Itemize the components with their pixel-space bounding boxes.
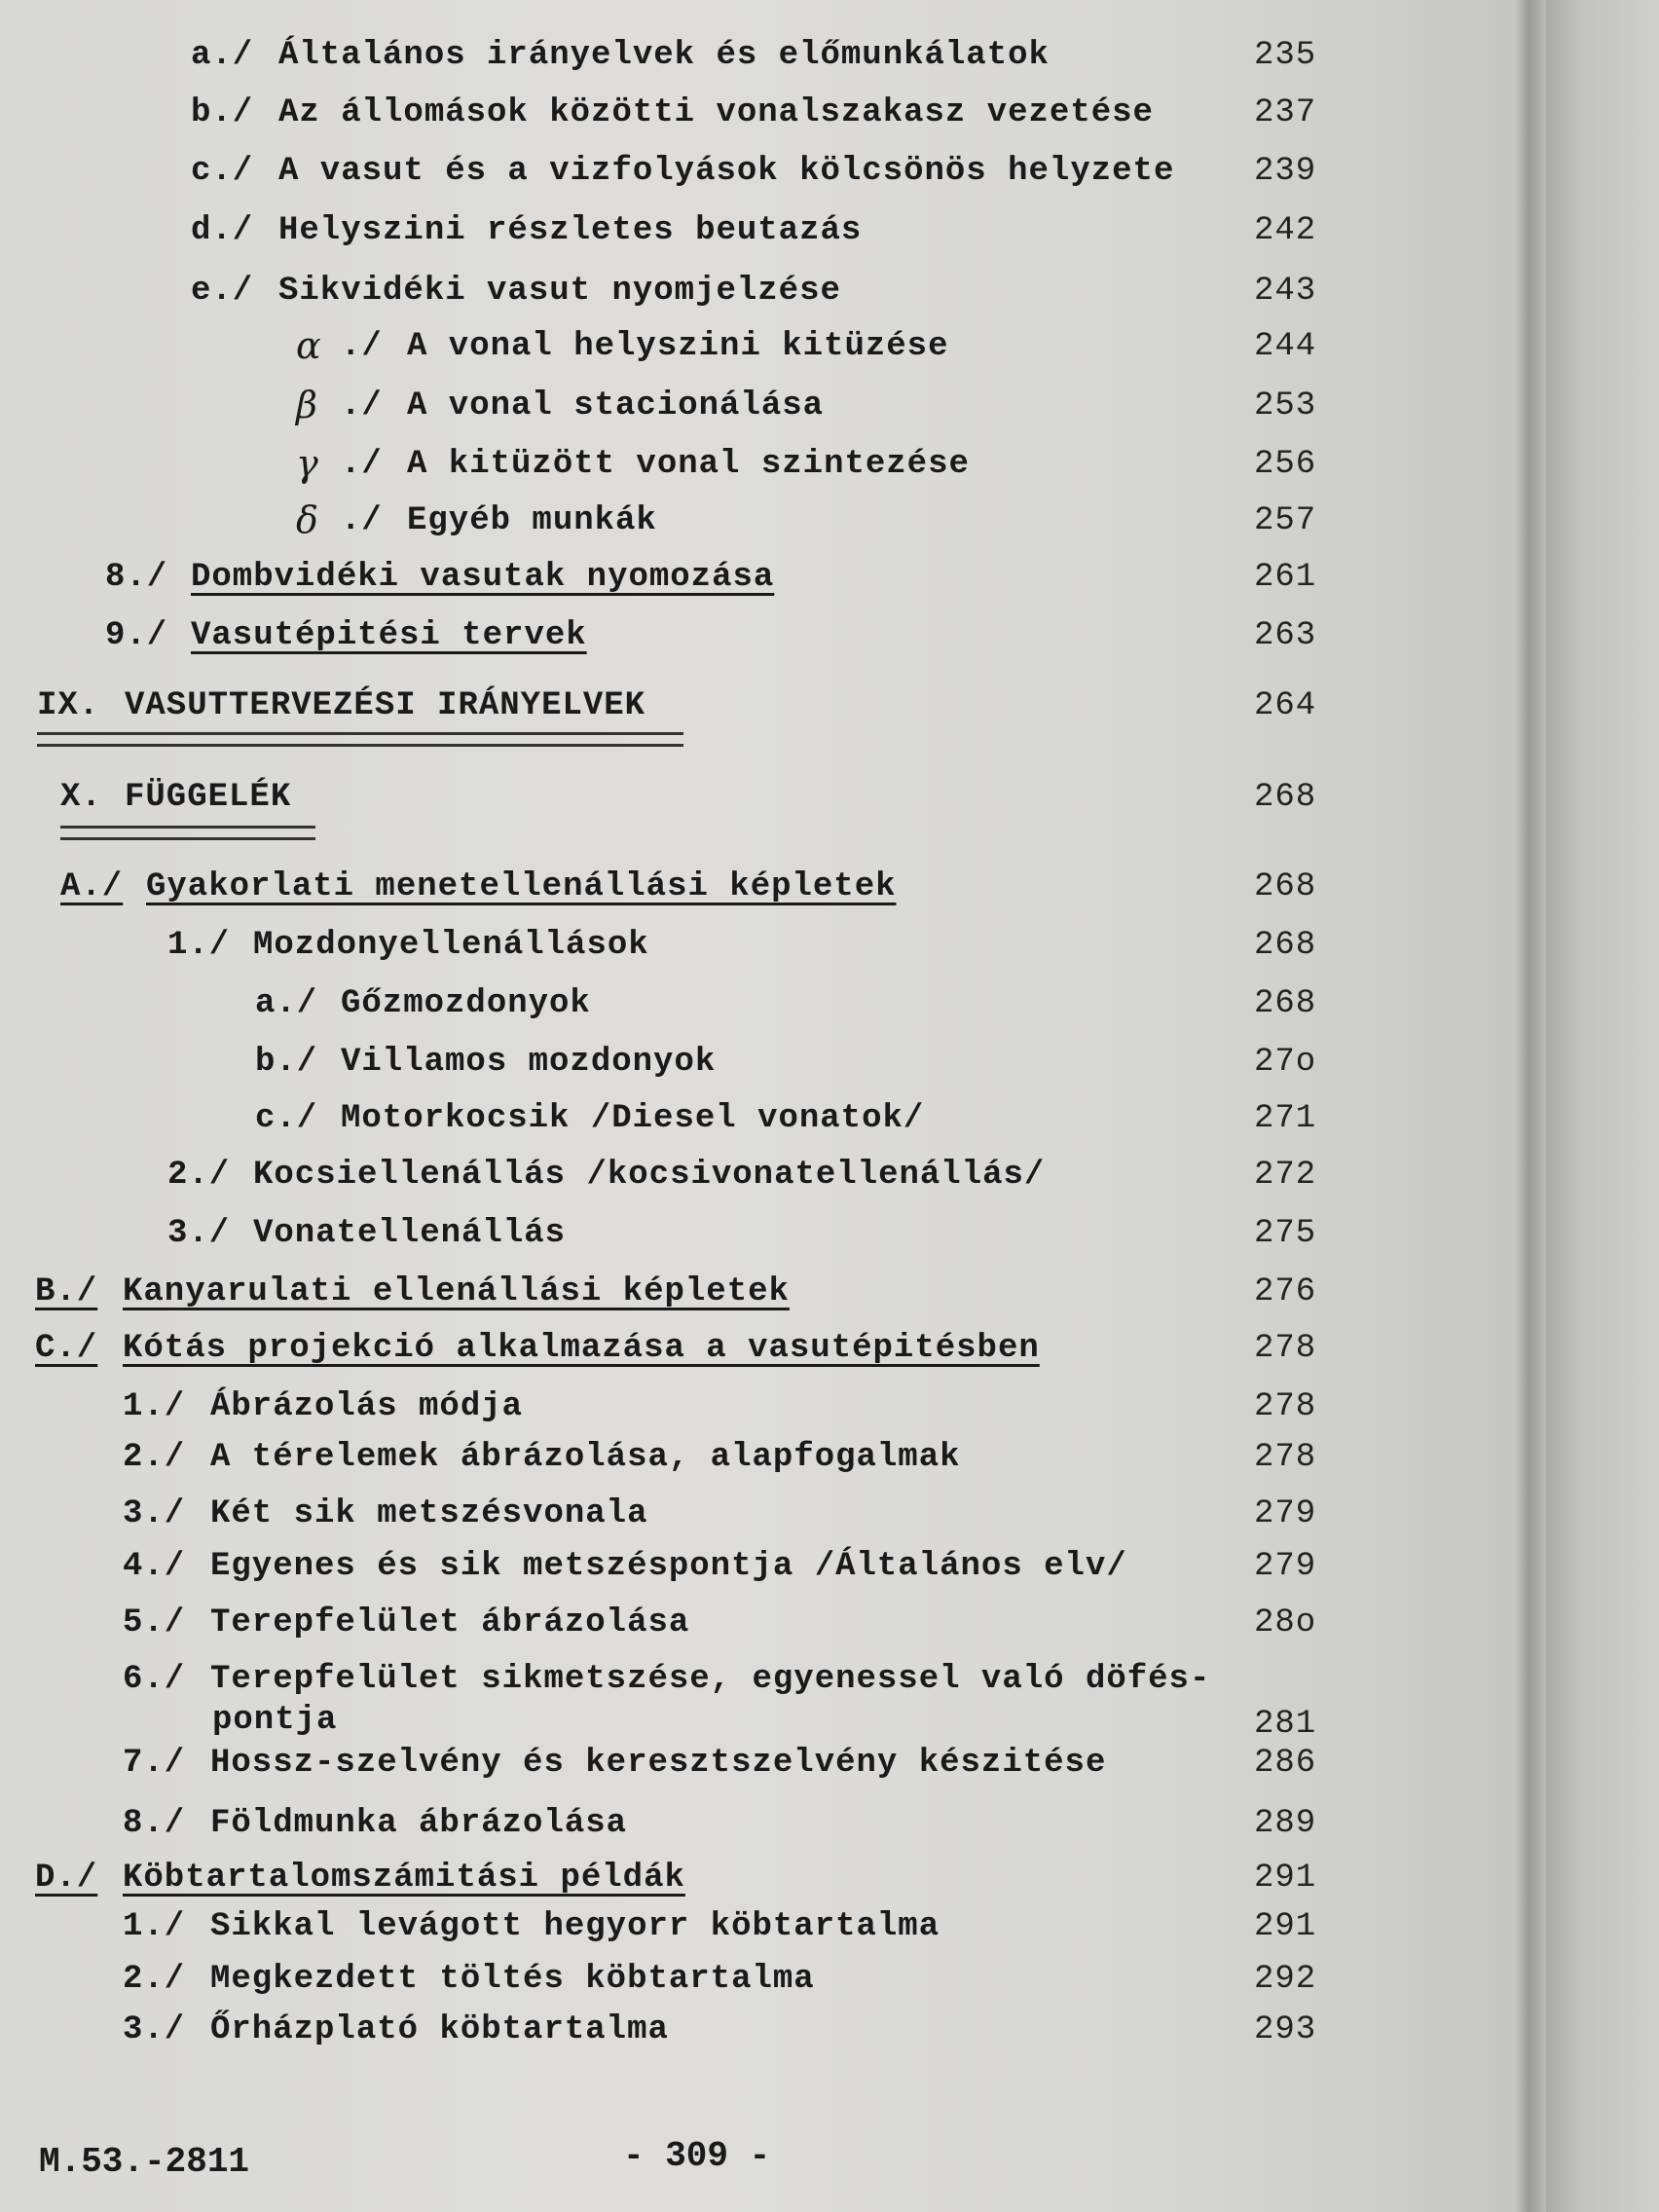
entry-number: A./ <box>60 868 124 905</box>
toc-entry <box>0 1745 1460 1791</box>
entry-number: e./ <box>191 273 254 310</box>
entry-number: C./ <box>35 1330 98 1367</box>
chapter-number: IX. <box>37 687 100 724</box>
entry-title: Megkezdett töltés köbtartalma <box>210 1961 815 1998</box>
entry-number: 9./ <box>105 617 168 654</box>
entry-page: 237 <box>1254 94 1317 131</box>
entry-page: 256 <box>1254 446 1317 483</box>
entry-number: 4./ <box>123 1548 186 1585</box>
entry-page: 293 <box>1254 2011 1317 2048</box>
entry-title: Kanyarulati ellenállási képletek <box>123 1273 790 1310</box>
toc-entry <box>0 1439 1460 1486</box>
entry-title: Általános irányelvek és előmunkálatok <box>278 37 1050 74</box>
entry-title: Terepfelület sikmetszése, egyenessel való döfés- <box>210 1661 1211 1698</box>
toc-entry <box>0 1388 1460 1435</box>
entry-title: Hossz-szelvény és keresztszelvény készitése <box>210 1745 1107 1782</box>
entry-number: 6./ <box>123 1661 186 1698</box>
entry-number-suffix: ./ <box>341 502 383 539</box>
entry-number: 2./ <box>167 1157 231 1194</box>
toc-entry <box>0 442 1460 493</box>
entry-page: 291 <box>1254 1908 1317 1945</box>
entry-page: 263 <box>1254 617 1317 654</box>
toc-entry <box>0 1157 1460 1203</box>
entry-page: 279 <box>1254 1548 1317 1585</box>
entry-number: D./ <box>35 1860 98 1897</box>
entry-page: 268 <box>1254 927 1317 964</box>
entry-page: 281 <box>1254 1706 1317 1743</box>
page-edge-shadow <box>1515 0 1546 2212</box>
entry-page: 289 <box>1254 1805 1317 1842</box>
toc-chapter <box>0 779 1460 826</box>
entry-number-suffix: ./ <box>341 328 383 365</box>
toc-entry <box>0 37 1460 84</box>
toc-entry <box>0 1495 1460 1542</box>
toc-entry <box>0 2011 1460 2058</box>
entry-page: 264 <box>1254 687 1317 724</box>
toc-entry <box>0 273 1460 319</box>
entry-page: 244 <box>1254 328 1317 365</box>
entry-page: 275 <box>1254 1215 1317 1252</box>
toc-entry <box>0 1044 1460 1090</box>
entry-page: 257 <box>1254 502 1317 539</box>
entry-page: 278 <box>1254 1330 1317 1367</box>
entry-page: 279 <box>1254 1495 1317 1532</box>
entry-title: Dombvidéki vasutak nyomozása <box>191 559 775 596</box>
entry-title: Vasutépitési tervek <box>191 617 587 654</box>
entry-title: Őrházplató köbtartalma <box>210 2011 669 2048</box>
underlying-sheet <box>1546 0 1659 2212</box>
entry-number: c./ <box>255 1100 318 1137</box>
entry-title: Földmunka ábrázolása <box>210 1805 628 1842</box>
entry-title: Sikvidéki vasut nyomjelzése <box>278 273 841 310</box>
toc-entry <box>0 1215 1460 1262</box>
entry-number: 3./ <box>167 1215 231 1252</box>
entry-title: Sikkal levágott hegyorr köbtartalma <box>210 1908 940 1945</box>
entry-page: 27o <box>1254 1044 1317 1081</box>
toc-entry <box>0 1330 1460 1377</box>
toc-entry <box>0 153 1460 200</box>
entry-page: 268 <box>1254 868 1317 905</box>
toc-entry <box>0 212 1460 259</box>
entry-title: Motorkocsik /Diesel vonatok/ <box>341 1100 925 1137</box>
entry-title: Kocsiellenállás /kocsivonatellenállás/ <box>253 1157 1046 1194</box>
chapter-number: X. <box>60 779 102 816</box>
chapter-title: VASUTTERVEZÉSI IRÁNYELVEK <box>125 687 646 724</box>
toc-entry <box>0 927 1460 974</box>
entry-title: Vonatellenállás <box>253 1215 567 1252</box>
entry-number: b./ <box>191 94 254 131</box>
entry-page: 261 <box>1254 559 1317 596</box>
entry-greek-letter: β <box>296 384 318 426</box>
entry-page: 272 <box>1254 1157 1317 1194</box>
entry-number: c./ <box>191 153 254 190</box>
entry-title: A kitüzött vonal szintezése <box>407 446 970 483</box>
entry-number: 8./ <box>105 559 168 596</box>
entry-title: A vonal stacionálása <box>407 387 825 424</box>
entry-title: Terepfelület ábrázolása <box>210 1604 690 1641</box>
entry-page: 278 <box>1254 1388 1317 1425</box>
double-rule <box>37 732 683 747</box>
entry-number: a./ <box>191 37 254 74</box>
entry-page: 242 <box>1254 212 1317 249</box>
toc-entry <box>0 985 1460 1032</box>
toc-entry <box>0 868 1460 915</box>
entry-number: 5./ <box>123 1604 186 1641</box>
entry-greek-letter: γ <box>296 442 319 485</box>
entry-page: 291 <box>1254 1860 1317 1897</box>
entry-page: 286 <box>1254 1745 1317 1782</box>
toc-entry <box>0 1273 1460 1320</box>
entry-number: 3./ <box>123 2011 186 2048</box>
entry-number: 8./ <box>123 1805 186 1842</box>
entry-greek-letter: δ <box>296 498 319 541</box>
entry-number: 1./ <box>167 927 231 964</box>
entry-title-continuation: pontja <box>212 1702 338 1739</box>
entry-title: Két sik metszésvonala <box>210 1495 648 1532</box>
entry-number: 2./ <box>123 1439 186 1476</box>
entry-page: 243 <box>1254 273 1317 310</box>
entry-title: Ábrázolás módja <box>210 1388 524 1425</box>
entry-title: Villamos mozdonyok <box>341 1044 717 1081</box>
page-number: - 309 - <box>623 2136 771 2176</box>
entry-title: Egyenes és sik metszéspontja /Általános elv/ <box>210 1548 1127 1585</box>
entry-page: 268 <box>1254 985 1317 1022</box>
double-rule <box>60 826 315 840</box>
document-code: M.53.-2811 <box>39 2142 250 2182</box>
entry-page: 271 <box>1254 1100 1317 1137</box>
entry-number: b./ <box>255 1044 318 1081</box>
toc-entry <box>0 1961 1460 2008</box>
entry-page: 276 <box>1254 1273 1317 1310</box>
entry-page: 268 <box>1254 779 1317 816</box>
entry-title: Az állomások közötti vonalszakasz vezetése <box>278 94 1154 131</box>
entry-title: Gőzmozdonyok <box>341 985 591 1022</box>
entry-number: d./ <box>191 212 254 249</box>
chapter-title: FÜGGELÉK <box>125 779 292 816</box>
entry-title: Köbtartalomszámitási példák <box>123 1860 685 1897</box>
entry-page: 253 <box>1254 387 1317 424</box>
toc-entry <box>0 384 1460 434</box>
toc-entry <box>0 1805 1460 1852</box>
entry-title: A vonal helyszini kitüzése <box>407 328 949 365</box>
entry-page: 239 <box>1254 153 1317 190</box>
toc-entry <box>0 1548 1460 1595</box>
entry-number: B./ <box>35 1273 98 1310</box>
toc-entry <box>0 1100 1460 1147</box>
toc-entry <box>0 94 1460 141</box>
entry-title: Mozdonyellenállások <box>253 927 649 964</box>
toc-entry <box>0 617 1460 664</box>
entry-page: 292 <box>1254 1961 1317 1998</box>
entry-number: 1./ <box>123 1908 186 1945</box>
entry-page: 235 <box>1254 37 1317 74</box>
entry-title: Kótás projekció alkalmazása a vasutépitésben <box>123 1330 1040 1367</box>
entry-number-suffix: ./ <box>341 446 383 483</box>
entry-page: 28o <box>1254 1604 1317 1641</box>
entry-number: a./ <box>255 985 318 1022</box>
entry-number: 2./ <box>123 1961 186 1998</box>
entry-greek-letter: α <box>296 324 322 367</box>
toc-entry <box>0 1860 1460 1906</box>
toc-entry <box>0 1604 1460 1651</box>
entry-number: 7./ <box>123 1745 186 1782</box>
toc-entry <box>0 1908 1460 1955</box>
entry-title: Gyakorlati menetellenállási képletek <box>146 868 897 905</box>
toc-entry <box>0 324 1460 375</box>
toc-chapter <box>0 687 1460 734</box>
entry-number-suffix: ./ <box>341 387 383 424</box>
entry-title: A térelemek ábrázolása, alapfogalmak <box>210 1439 961 1476</box>
entry-number: 3./ <box>123 1495 186 1532</box>
entry-title: A vasut és a vizfolyások kölcsönös helyzete <box>278 153 1175 190</box>
entry-number: 1./ <box>123 1388 186 1425</box>
entry-page: 278 <box>1254 1439 1317 1476</box>
entry-title: Egyéb munkák <box>407 502 657 539</box>
toc-entry <box>0 559 1460 606</box>
toc-entry <box>0 498 1460 549</box>
entry-title: Helyszini részletes beutazás <box>278 212 863 249</box>
